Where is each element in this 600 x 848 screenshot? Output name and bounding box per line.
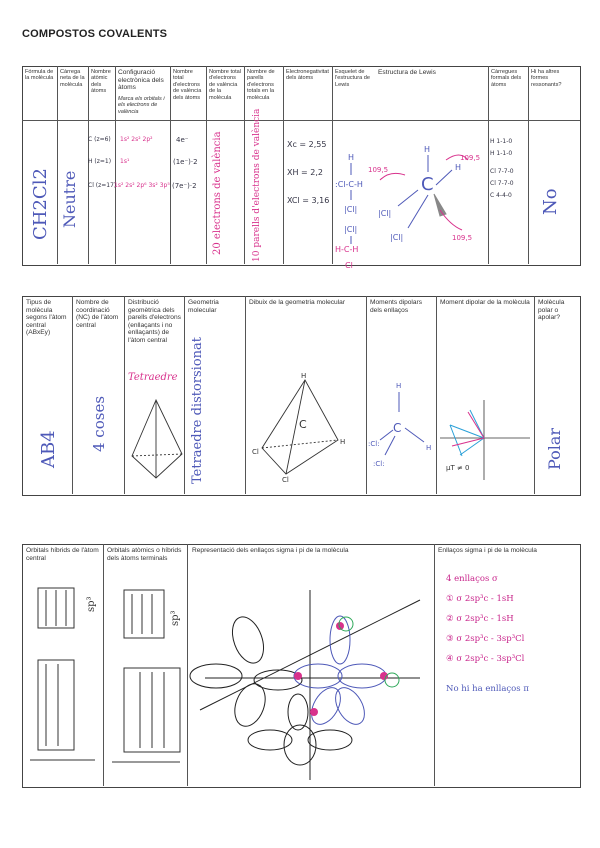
svg-text:H-C-H: H-C-H (335, 245, 359, 254)
en-h: XH = 2,2 (287, 168, 324, 177)
svg-text:H: H (426, 444, 432, 452)
header-electronegativity: Electronegativitat dels àtoms (286, 69, 329, 82)
header-bond-representation: Representació dels enllaços sigma i pi de la molècula (192, 547, 349, 554)
geometry-value: Tetraedre distorsionat (190, 336, 205, 484)
sigma-bond-1: ① σ 2sp³c - 1sH (446, 594, 514, 604)
hybrid-label: sp³ (86, 596, 97, 612)
config-c: 1s² 2s² 2p² (120, 136, 153, 143)
angle-label-3: 109,5 (452, 234, 473, 242)
terminal-label: sp³ (170, 610, 181, 626)
header-resonance: Hi ha altres formes ressonants? (531, 69, 562, 88)
charge-value: Neutre (60, 170, 79, 228)
angle-label-1: 109,5 (368, 166, 389, 174)
valence-c: 4e⁻ (176, 136, 189, 144)
svg-text:|Cl|: |Cl| (344, 225, 358, 234)
header-valence-molecule: Nombre total d'electrons de valència de la molècula (209, 69, 242, 101)
formula-value: CH2Cl2 (30, 168, 51, 240)
header-distribution: Distribució geomètrica dels parells d'electrons (enllaçants i no enllaçants) de l'àtom central (128, 299, 181, 344)
config-cl: 1s² 2s² 2p⁶ 3s² 3p⁵ (114, 182, 170, 189)
svg-text::Cl:: :Cl: (373, 460, 385, 468)
svg-text:H: H (340, 438, 346, 446)
header-lewis-skeleton: Esquelet de l'estructura de Lewis (335, 69, 370, 88)
svg-text:|Cl|: |Cl| (390, 233, 404, 242)
svg-text:C: C (421, 174, 434, 195)
svg-text:C: C (299, 418, 307, 431)
sigma-bond-4: ④ σ 2sp³c - 3sp³Cl (446, 654, 525, 664)
pairs-value: 10 parells d'electrons de valència (252, 108, 262, 262)
svg-text:H: H (424, 145, 431, 154)
svg-text:H: H (455, 163, 462, 172)
page-title: COMPOSTOS COVALENTS (22, 28, 168, 40)
atom-h: H (z=1) (88, 158, 112, 165)
no-pi-bonds: No hi ha enllaços π (446, 684, 529, 694)
header-coordination: Nombre de coordinació (NC) de l'àtom central (76, 299, 119, 329)
formal-charge-1: H 1-1-0 (490, 138, 513, 145)
svg-text:Cl: Cl (282, 476, 289, 484)
atom-cl: Cl (z=17) (88, 182, 117, 189)
header-configuration: Configuració electrònica dels àtoms (118, 69, 164, 92)
svg-text:|Cl|: |Cl| (344, 205, 358, 214)
distribution-value: Tetraedre (128, 372, 178, 383)
svg-text:|Cl|: |Cl| (378, 209, 392, 218)
header-formal-charges: Càrregues formals dels àtoms (491, 69, 522, 88)
sigma-bonds-title: 4 enllaços σ (446, 574, 498, 584)
angle-label-2: 109,5 (460, 154, 481, 162)
svg-text:Cl: Cl (345, 261, 353, 270)
atom-c: C (z=6) (88, 136, 111, 143)
en-cl: XCl = 3,16 (287, 196, 330, 205)
header-valence-atoms: Nombre total d'electrons de valència dels àtoms (173, 69, 202, 101)
dipole-label: μT ≠ 0 (446, 464, 470, 472)
formal-charge-5: C 4-4-0 (490, 192, 512, 199)
svg-text:Cl: Cl (252, 448, 259, 456)
sigma-bond-3: ③ σ 2sp³c - 3sp³Cl (446, 634, 525, 644)
svg-text::Cl-C-H: :Cl-C-H (335, 180, 363, 189)
header-config-note: Marca els orbitals i els electrons de valència (118, 96, 165, 115)
en-c: Xc = 2,55 (287, 140, 327, 149)
svg-text:H: H (301, 372, 307, 380)
valence-h: (1e⁻)·2 (173, 158, 198, 166)
sigma-bond-2: ② σ 2sp³c - 1sH (446, 614, 514, 624)
header-geometry-drawing: Dibuix de la geometria molecular (249, 299, 346, 306)
svg-text::Cl:: :Cl: (368, 440, 380, 448)
valence-cl: (7e⁻)·2 (172, 182, 197, 190)
polarity-value: Polar (545, 427, 564, 470)
header-lewis-structure: Estructura de Lewis (378, 69, 436, 76)
header-polarity: Molècula polar o apolar? (538, 299, 565, 322)
header-molecular-geometry: Geometria molecular (188, 299, 219, 314)
svg-text:C: C (393, 421, 402, 435)
formal-charge-3: Cl 7-7-0 (490, 168, 514, 175)
svg-text:H: H (348, 153, 355, 162)
header-charge: Càrrega neta de la molècula (60, 69, 85, 88)
header-bond-dipoles: Moments dipolars dels enllaços (370, 299, 423, 314)
header-hybrid-orbitals: Orbitals híbrids de l'àtom central (26, 547, 99, 562)
header-terminal-orbitals: Orbitals atòmics o híbrids dels àtoms terminals (107, 547, 182, 562)
header-molecule-type: Tipus de molècula segons l'àtom central (ABxEy) (26, 299, 67, 337)
header-pairs: Nombre de parells d'electrons totals en la molècula (247, 69, 275, 101)
molecule-type-value: AB4 (38, 430, 59, 468)
header-atomic-number: Nombre atòmic dels àtoms (91, 69, 111, 95)
config-h: 1s¹ (120, 158, 130, 165)
resonance-value: No (540, 188, 561, 215)
coordination-value: 4 coses (90, 395, 108, 452)
header-molecule-dipole: Moment dipolar de la molècula (440, 299, 530, 306)
header-sigma-pi-bonds: Enllaços sigma i pi de la molècula (438, 547, 537, 554)
header-formula: Fórmula de la molècula (25, 69, 54, 82)
total-valence-value: 20 electrons de valència (212, 131, 223, 255)
formal-charge-2: H 1-1-0 (490, 150, 513, 157)
svg-text:H: H (396, 382, 402, 390)
formal-charge-4: Cl 7-7-0 (490, 180, 514, 187)
